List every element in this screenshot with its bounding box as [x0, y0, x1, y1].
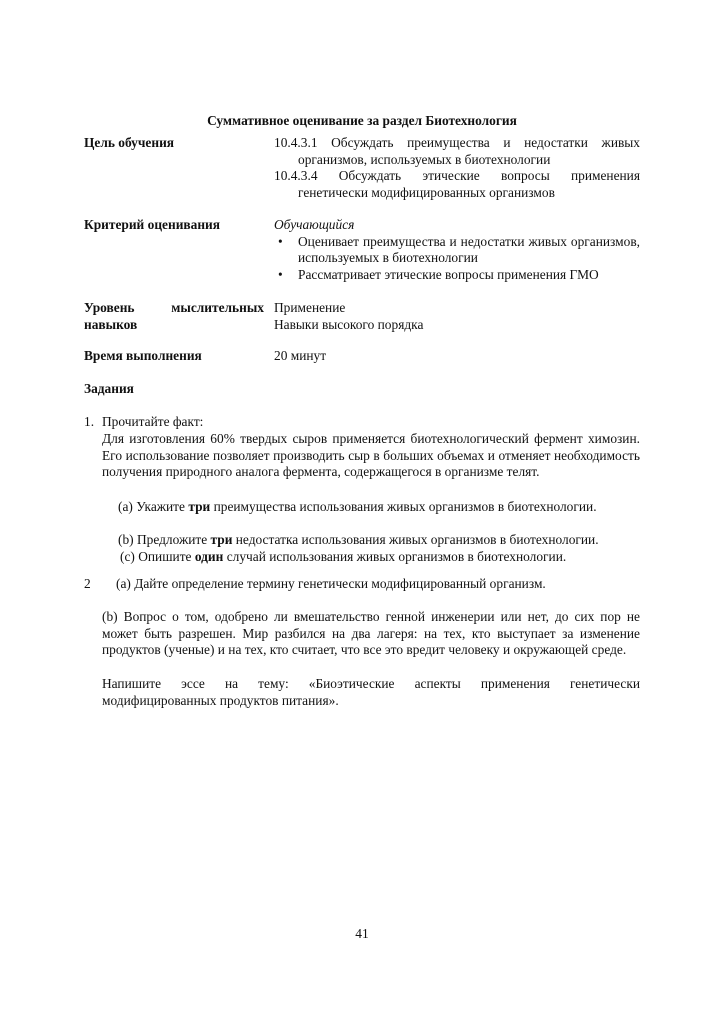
question-emphasis: три — [210, 532, 233, 547]
bullet-icon: • — [278, 233, 283, 249]
question-text: (b) Предложите — [118, 532, 211, 547]
criteria-bullet — [274, 234, 640, 267]
skills-line: Применение — [274, 300, 346, 315]
criteria-bullet — [274, 267, 640, 284]
question-emphasis: один — [194, 549, 224, 564]
bullet-icon: • — [278, 266, 283, 282]
question-text: случай использования живых организмов в биотехнологии. — [223, 549, 567, 564]
duration-label: Время выполнения — [84, 348, 202, 363]
criteria-label: Критерий оценивания — [84, 217, 221, 232]
task-number: 2 — [84, 576, 91, 591]
criteria-intro: Обучающийся — [274, 217, 355, 232]
tasks-heading: Задания — [84, 381, 134, 396]
skills-label: Уровень мыслительных навыков — [84, 300, 264, 332]
page-number: 41 — [355, 926, 369, 941]
learning-goal-items — [274, 135, 640, 201]
criteria-content — [274, 217, 640, 283]
task-number: 1. — [84, 414, 95, 429]
question-text: (c) Опишите — [120, 549, 195, 564]
question-text: преимущества использования живых организмов в биотехнологии. — [210, 499, 597, 514]
learning-goal-item: 10.4.3.4 Обсуждать этические вопросы применения генетически модифицированных организмов — [274, 168, 640, 200]
task-2-essay-prompt: Напишите эссе на тему: «Биоэтические аспекты применения генетически модифицированных продуктов питания». — [102, 676, 640, 708]
task-2-question-b: (b) Вопрос о том, одобрено ли вмешательство генной инженерии или нет, до сих пор не может быть разрешен. Мир разбился на два лагеря: на тех, кто выступает за изменение продуктов (ученые) и на тех, кто считает, что все это вредит человеку и окружающей среде. — [102, 609, 640, 657]
learning-goal-item: 10.4.3.1 Обсуждать преимущества и недостатки живых организмов, используемых в биотехнологии — [274, 135, 640, 167]
question-text: недостатка использования живых организмов в биотехнологии. — [232, 532, 599, 547]
duration-value: 20 минут — [274, 348, 327, 363]
task-1-question-b — [118, 532, 599, 549]
learning-goal-label: Цель обучения — [84, 135, 175, 150]
task-1-fact: Для изготовления 60% твердых сыров применяется биотехнологический фермент химозин. Его использование позволяет производить сыр в больших объемах и отменяет необходимость получения природного аналога фермента, содержащегося в организме телят. — [102, 431, 640, 479]
page-title: Суммативное оценивание за раздел Биотехнология — [207, 113, 517, 128]
question-emphasis: три — [188, 499, 211, 514]
skills-line: Навыки высокого порядка — [274, 316, 424, 332]
task-1-question-a — [118, 499, 597, 516]
task-1-intro: Прочитайте факт: — [102, 414, 204, 429]
task-2-question-a: (a) Дайте определение термину генетически модифицированный организм. — [116, 576, 546, 591]
criteria-bullet-text: Оценивает преимущества и недостатки живых организмов, используемых в биотехнологии — [298, 233, 640, 265]
criteria-bullet-text: Рассматривает этические вопросы применения ГМО — [298, 266, 599, 282]
task-1-question-c — [120, 549, 566, 566]
question-text: (a) Укажите — [118, 499, 189, 514]
skills-content — [274, 300, 640, 333]
